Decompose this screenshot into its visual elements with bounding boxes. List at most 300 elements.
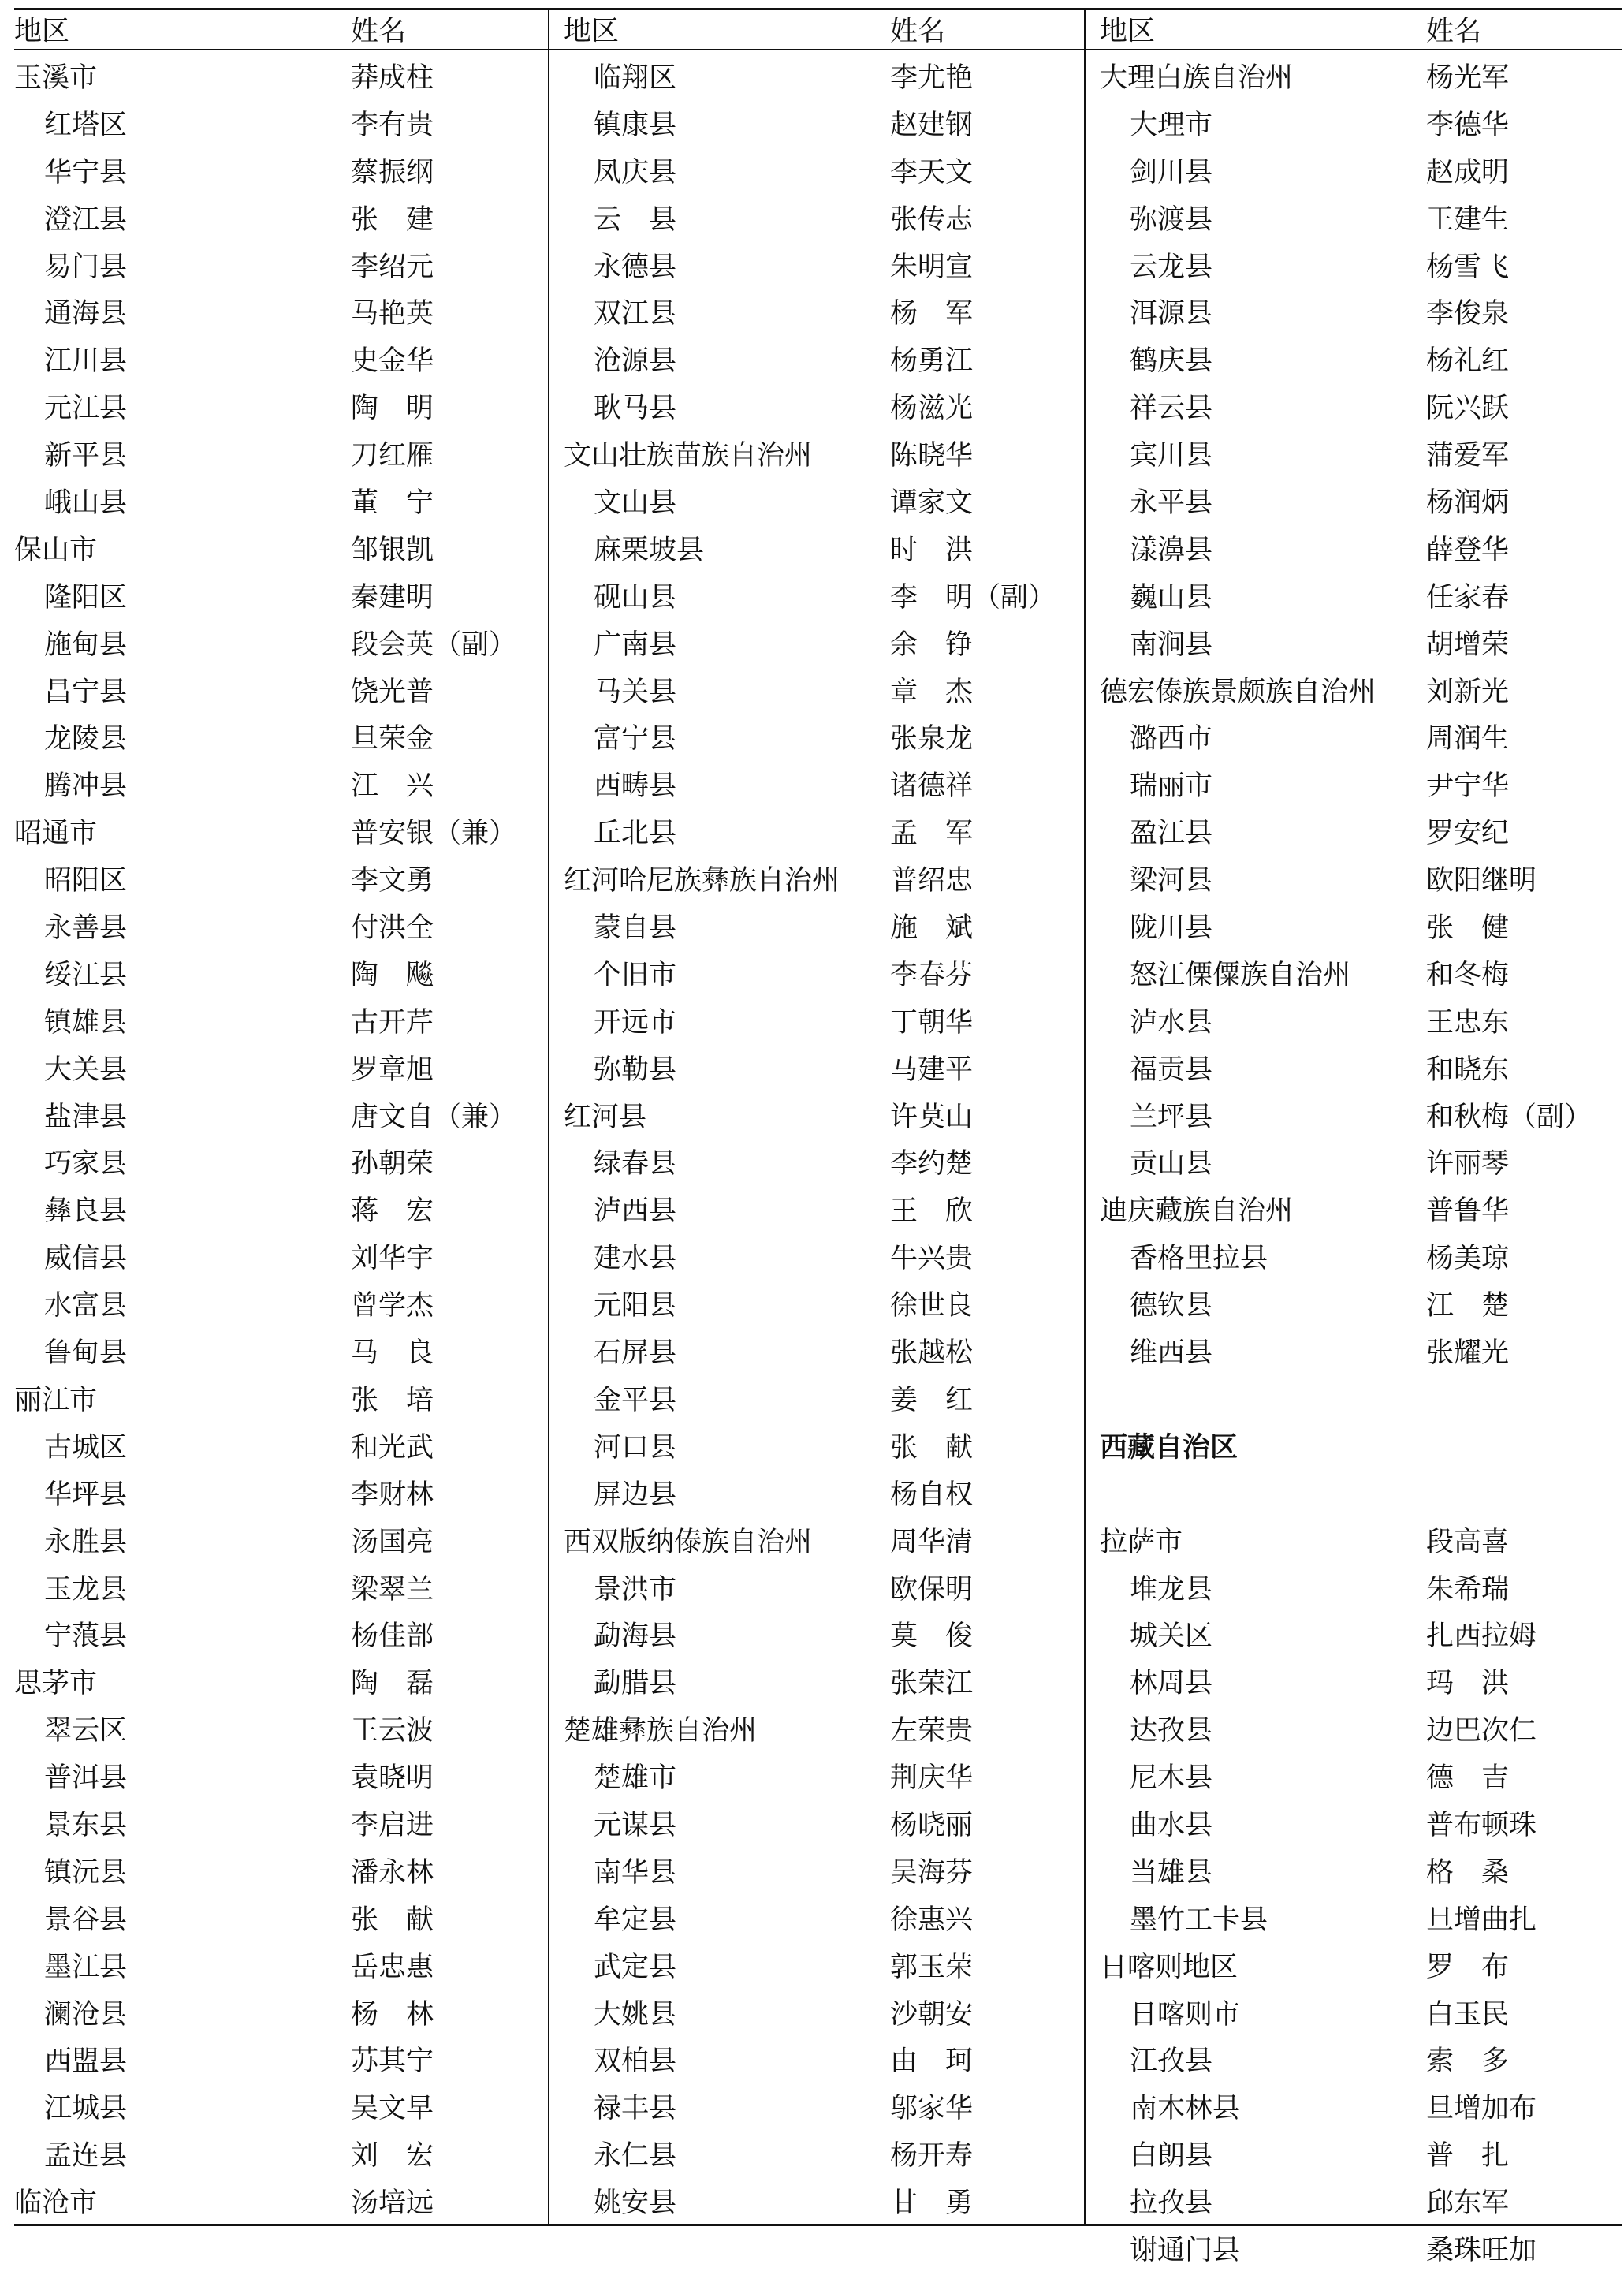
- region-cell: 玉龙县: [44, 1573, 128, 1606]
- name-cell: 李财林: [351, 1479, 434, 1511]
- region-cell: 镇康县: [594, 109, 677, 141]
- table-row: [1086, 1141, 1624, 1188]
- region-cell: 峨山县: [44, 487, 128, 520]
- region-cell: 谢通门县: [1130, 2234, 1241, 2266]
- name-cell: 许莫山: [890, 1101, 974, 1133]
- table-row: [14, 669, 548, 717]
- region-cell: 迪庆藏族自治州: [1100, 1195, 1294, 1228]
- region-cell: 昌宁县: [44, 676, 128, 708]
- region-cell: 日喀则市: [1130, 1998, 1241, 2031]
- name-cell: 付洪全: [351, 912, 434, 945]
- table-row: [1086, 953, 1624, 1000]
- region-cell: 威信县: [44, 1243, 128, 1275]
- name-cell: 陶 飚: [351, 959, 434, 991]
- name-cell: 饶光普: [351, 676, 434, 708]
- table-row: [14, 1236, 548, 1283]
- region-cell: 丘北县: [594, 818, 677, 850]
- table-row: [14, 1567, 548, 1614]
- table-row: [14, 1661, 548, 1708]
- region-cell: 富宁县: [594, 723, 677, 755]
- name-cell: 莽成柱: [351, 62, 434, 94]
- region-cell: 耿马县: [594, 393, 677, 425]
- region-cell: 弥勒县: [594, 1054, 677, 1086]
- table-row: [14, 1992, 548, 2039]
- table-row: [14, 528, 548, 575]
- name-cell: 邹银凯: [351, 534, 434, 566]
- region-cell: 元阳县: [594, 1290, 677, 1322]
- name-cell: 王 欣: [890, 1195, 974, 1228]
- name-cell: 普 扎: [1426, 2140, 1510, 2172]
- name-cell: 杨勇江: [890, 345, 974, 378]
- table-row: [549, 575, 1086, 622]
- region-cell: 镇雄县: [44, 1006, 128, 1039]
- header-name: 姓名: [351, 16, 407, 47]
- table-row: [14, 2086, 548, 2133]
- table-row: [14, 1708, 548, 1755]
- header-region: 地区: [564, 16, 620, 47]
- region-cell: 江川县: [44, 345, 128, 378]
- table-row: [14, 1000, 548, 1047]
- table-row: [1086, 433, 1624, 480]
- region-cell: 昭阳区: [44, 865, 128, 897]
- name-cell: 刘华宇: [351, 1243, 434, 1275]
- table-row: [1086, 1095, 1624, 1142]
- spacer-row: [1086, 1472, 1624, 1520]
- name-cell: 荆庆华: [890, 1762, 974, 1795]
- table-row: [549, 528, 1086, 575]
- region-cell: 澜沧县: [44, 1998, 128, 2031]
- spacer-row: [1086, 1378, 1624, 1425]
- name-cell: 张 建: [351, 203, 434, 236]
- name-cell: 苏其宁: [351, 2046, 434, 2078]
- region-cell: 华宁县: [44, 156, 128, 188]
- name-cell: 曾学杰: [351, 1290, 434, 1322]
- region-cell: 西双版纳傣族自治州: [564, 1526, 813, 1558]
- name-table: [14, 8, 1622, 2266]
- table-row: [1086, 528, 1624, 575]
- row-list: [14, 55, 548, 2228]
- name-cell: 郭玉荣: [890, 1951, 974, 1983]
- name-cell: 左荣贵: [890, 1715, 974, 1747]
- region-cell: 永德县: [594, 251, 677, 283]
- region-cell: 城关区: [1130, 1620, 1213, 1653]
- table-row: [549, 1945, 1086, 1992]
- name-cell: 索 多: [1426, 2046, 1510, 2078]
- region-cell: 通海县: [44, 298, 128, 330]
- table-row: [549, 1520, 1086, 1567]
- region-cell: 当雄县: [1130, 1856, 1213, 1889]
- name-cell: 旦增加布: [1426, 2093, 1537, 2125]
- table-row: [549, 480, 1086, 528]
- table-row: [1086, 1567, 1624, 1614]
- region-cell: 古城区: [44, 1431, 128, 1464]
- table-row: [549, 197, 1086, 244]
- name-cell: 王云波: [351, 1715, 434, 1747]
- name-cell: 李文勇: [351, 865, 434, 897]
- name-cell: 欧阳继明: [1426, 865, 1537, 897]
- name-cell: 江 楚: [1426, 1290, 1510, 1322]
- header-region: 地区: [14, 16, 70, 47]
- table-row: [549, 1047, 1086, 1095]
- region-cell: 河口县: [594, 1431, 677, 1464]
- name-cell: 和秋梅（副）: [1426, 1101, 1592, 1133]
- table-row: [14, 338, 548, 386]
- name-cell: 杨 林: [351, 1998, 434, 2031]
- region-cell: 昭通市: [14, 818, 98, 850]
- table-row: [1086, 150, 1624, 197]
- name-cell: 尹宁华: [1426, 770, 1510, 803]
- name-cell: 刀红雁: [351, 440, 434, 472]
- table-row: [549, 433, 1086, 480]
- name-cell: 杨雪飞: [1426, 251, 1510, 283]
- region-cell: 蒙自县: [594, 912, 677, 945]
- region-cell: 云龙县: [1130, 251, 1213, 283]
- region-cell: 腾冲县: [44, 770, 128, 803]
- region-cell: 双江县: [594, 298, 677, 330]
- name-cell: 赵建钢: [890, 109, 974, 141]
- name-cell: 普绍忠: [890, 865, 974, 897]
- name-cell: 余 铮: [890, 628, 974, 661]
- table-row: [14, 1425, 548, 1472]
- region-cell: 泸西县: [594, 1195, 677, 1228]
- name-cell: 旦荣金: [351, 723, 434, 755]
- region-cell: 孟连县: [44, 2140, 128, 2172]
- table-row: [549, 1188, 1086, 1236]
- table-row: [14, 291, 548, 338]
- region-cell: 大关县: [44, 1054, 128, 1086]
- name-cell: 杨滋光: [890, 393, 974, 425]
- name-cell: 杨佳部: [351, 1620, 434, 1653]
- name-cell: 李春芬: [890, 959, 974, 991]
- table-row: [14, 386, 548, 433]
- table-row: [1086, 2228, 1624, 2275]
- region-cell: 洱源县: [1130, 298, 1213, 330]
- table-row: [14, 905, 548, 953]
- table-row: [1086, 905, 1624, 953]
- region-cell: 文山县: [594, 487, 677, 520]
- name-cell: 段高喜: [1426, 1526, 1510, 1558]
- region-cell: 南华县: [594, 1856, 677, 1889]
- region-cell: 普洱县: [44, 1762, 128, 1795]
- name-cell: 朱明宣: [890, 251, 974, 283]
- region-cell: 楚雄彝族自治州: [564, 1715, 758, 1747]
- table-row: [14, 622, 548, 669]
- name-cell: 董 宁: [351, 487, 434, 520]
- table-column-1: [14, 8, 548, 2224]
- table-row: [1086, 763, 1624, 811]
- name-cell: 潘永林: [351, 1856, 434, 1889]
- table-row: [14, 2038, 548, 2086]
- region-cell: 施甸县: [44, 628, 128, 661]
- name-cell: 张 献: [890, 1431, 974, 1464]
- region-cell: 凤庆县: [594, 156, 677, 188]
- region-cell: 双柏县: [594, 2046, 677, 2078]
- table-row: [14, 480, 548, 528]
- region-cell: 姚安县: [594, 2187, 677, 2220]
- name-cell: 刘 宏: [351, 2140, 434, 2172]
- region-cell: 砚山县: [594, 581, 677, 614]
- table-row: [549, 338, 1086, 386]
- name-cell: 段会英（副）: [351, 628, 517, 661]
- header-region: 地区: [1100, 16, 1156, 47]
- table-row: [549, 1000, 1086, 1047]
- name-cell: 李尤艳: [890, 62, 974, 94]
- name-cell: 蒲爱军: [1426, 440, 1510, 472]
- name-cell: 格 桑: [1426, 1856, 1510, 1889]
- table-row: [549, 905, 1086, 953]
- table-row: [14, 1047, 548, 1095]
- name-cell: 李有贵: [351, 109, 434, 141]
- name-cell: 袁晓明: [351, 1762, 434, 1795]
- table-row: [549, 1425, 1086, 1472]
- region-cell: 元江县: [44, 393, 128, 425]
- region-cell: 拉孜县: [1130, 2187, 1213, 2220]
- name-cell: 邱东军: [1426, 2187, 1510, 2220]
- name-cell: 梁翠兰: [351, 1573, 434, 1606]
- table-row: [14, 811, 548, 858]
- table-row: [549, 2180, 1086, 2228]
- name-cell: 李启进: [351, 1809, 434, 1841]
- table-row: [549, 386, 1086, 433]
- header-name: 姓名: [890, 16, 946, 47]
- name-cell: 杨光军: [1426, 62, 1510, 94]
- table-row: [1086, 291, 1624, 338]
- region-cell: 尼木县: [1130, 1762, 1213, 1795]
- region-cell: 巧家县: [44, 1148, 128, 1180]
- name-cell: 李 明（副）: [890, 581, 1056, 614]
- region-cell: 拉萨市: [1100, 1526, 1183, 1558]
- region-cell: 保山市: [14, 534, 98, 566]
- table-row: [1086, 716, 1624, 763]
- region-cell: 广南县: [594, 628, 677, 661]
- table-row: [14, 1850, 548, 1897]
- name-cell: 旦增曲扎: [1426, 1904, 1537, 1936]
- table-row: [549, 244, 1086, 292]
- table-row: [14, 1378, 548, 1425]
- region-cell: 石屏县: [594, 1337, 677, 1370]
- name-cell: 杨开寿: [890, 2140, 974, 2172]
- name-cell: 谭家文: [890, 487, 974, 520]
- name-cell: 桑珠旺加: [1426, 2234, 1537, 2266]
- table-row: [549, 858, 1086, 905]
- region-cell: 麻栗坡县: [594, 534, 705, 566]
- region-cell: 梁河县: [1130, 865, 1213, 897]
- table-row: [14, 858, 548, 905]
- region-cell: 元谋县: [594, 1809, 677, 1841]
- table-row: [549, 1095, 1086, 1142]
- name-cell: 赵成明: [1426, 156, 1510, 188]
- region-cell: 大理白族自治州: [1100, 62, 1294, 94]
- name-cell: 甘 勇: [890, 2187, 974, 2220]
- name-cell: 张 健: [1426, 912, 1510, 945]
- table-row: [1086, 622, 1624, 669]
- table-row: [1086, 103, 1624, 150]
- name-cell: 张耀光: [1426, 1337, 1510, 1370]
- table-row: [549, 669, 1086, 717]
- region-cell: 镇沅县: [44, 1856, 128, 1889]
- region-cell: 堆龙县: [1130, 1573, 1213, 1606]
- name-cell: 杨礼红: [1426, 345, 1510, 378]
- name-cell: 姜 红: [890, 1384, 974, 1416]
- region-cell: 景谷县: [44, 1904, 128, 1936]
- table-row: [14, 1613, 548, 1661]
- region-cell: 巍山县: [1130, 581, 1213, 614]
- region-cell: 水富县: [44, 1290, 128, 1322]
- name-cell: 德 吉: [1426, 1762, 1510, 1795]
- name-cell: 孙朝荣: [351, 1148, 434, 1180]
- table-row: [1086, 811, 1624, 858]
- name-cell: 邬家华: [890, 2093, 974, 2125]
- table-row: [1086, 1897, 1624, 1945]
- name-cell: 扎西拉姆: [1426, 1620, 1537, 1653]
- name-cell: 阮兴跃: [1426, 393, 1510, 425]
- region-cell: 景洪市: [594, 1573, 677, 1606]
- table-row: [14, 716, 548, 763]
- table-row: [549, 811, 1086, 858]
- region-cell: 漾濞县: [1130, 534, 1213, 566]
- name-cell: 徐世良: [890, 1290, 974, 1322]
- table-column-2: [548, 8, 1086, 2224]
- region-cell: 林周县: [1130, 1668, 1213, 1700]
- region-cell: 文山壮族苗族自治州: [564, 440, 813, 472]
- region-cell: 盈江县: [1130, 818, 1213, 850]
- table-row: [1086, 2086, 1624, 2133]
- table-row: [549, 763, 1086, 811]
- region-cell: 德钦县: [1130, 1290, 1213, 1322]
- name-cell: 普安银（兼）: [351, 818, 517, 850]
- row-list: [1086, 55, 1624, 2275]
- table-row: [14, 1755, 548, 1803]
- name-cell: 刘新光: [1426, 676, 1510, 708]
- name-cell: 薛登华: [1426, 534, 1510, 566]
- table-row: [549, 1378, 1086, 1425]
- name-cell: 朱希瑞: [1426, 1573, 1510, 1606]
- region-cell: 宁蒗县: [44, 1620, 128, 1653]
- region-cell: 南木林县: [1130, 2093, 1241, 2125]
- table-row: [14, 575, 548, 622]
- name-cell: 岳忠惠: [351, 1951, 434, 1983]
- region-cell: 金平县: [594, 1384, 677, 1416]
- table-row: [14, 1945, 548, 1992]
- region-cell: 大理市: [1130, 109, 1213, 141]
- table-row: [14, 150, 548, 197]
- table-row: [1086, 1236, 1624, 1283]
- name-cell: 和光武: [351, 1431, 434, 1464]
- name-cell: 杨 军: [890, 298, 974, 330]
- region-cell: 贡山县: [1130, 1148, 1213, 1180]
- name-cell: 唐文自（兼）: [351, 1101, 517, 1133]
- table-row: [549, 1236, 1086, 1283]
- table-row: [1086, 1755, 1624, 1803]
- name-cell: 莫 俊: [890, 1620, 974, 1653]
- name-cell: 张荣江: [890, 1668, 974, 1700]
- region-cell: 德宏傣族景颇族自治州: [1100, 676, 1376, 708]
- table-row: [549, 1850, 1086, 1897]
- name-cell: 张 培: [351, 1384, 434, 1416]
- region-cell: 红河县: [564, 1101, 647, 1133]
- region-cell: 华坪县: [44, 1479, 128, 1511]
- table-row: [549, 1567, 1086, 1614]
- name-cell: 张传志: [890, 203, 974, 236]
- name-cell: 杨自权: [890, 1479, 974, 1511]
- table-row: [1086, 1330, 1624, 1378]
- table-row: [549, 1755, 1086, 1803]
- table-row: [1086, 1520, 1624, 1567]
- table-row: [549, 953, 1086, 1000]
- name-cell: 秦建明: [351, 581, 434, 614]
- region-cell: 绿春县: [594, 1148, 677, 1180]
- table-row: [14, 1897, 548, 1945]
- table-row: [14, 2133, 548, 2180]
- table-row: [1086, 338, 1624, 386]
- region-cell: 勐腊县: [594, 1668, 677, 1700]
- name-cell: 马艳英: [351, 298, 434, 330]
- region-cell: 临沧市: [14, 2187, 98, 2220]
- table-row: [549, 1992, 1086, 2039]
- name-cell: 丁朝华: [890, 1006, 974, 1039]
- region-cell: 大姚县: [594, 1998, 677, 2031]
- name-cell: 李德华: [1426, 109, 1510, 141]
- region-cell: 个旧市: [594, 959, 677, 991]
- region-cell: 勐海县: [594, 1620, 677, 1653]
- name-cell: 章 杰: [890, 676, 974, 708]
- table-row: [549, 622, 1086, 669]
- region-cell: 白朗县: [1130, 2140, 1213, 2172]
- table-row: [1086, 1708, 1624, 1755]
- region-cell: 墨江县: [44, 1951, 128, 1983]
- table-row: [1086, 1661, 1624, 1708]
- region-cell: 龙陵县: [44, 723, 128, 755]
- table-row: [14, 244, 548, 292]
- table-row: [14, 197, 548, 244]
- table-row: [1086, 858, 1624, 905]
- table-column-3: [1084, 8, 1624, 2266]
- region-cell: 日喀则地区: [1100, 1951, 1238, 1983]
- name-cell: 蔡振纲: [351, 156, 434, 188]
- table-row: [549, 716, 1086, 763]
- table-row: [1086, 244, 1624, 292]
- table-row: [1086, 197, 1624, 244]
- name-cell: 马 良: [351, 1337, 434, 1370]
- table-row: [1086, 1283, 1624, 1330]
- region-cell: 永胜县: [44, 1526, 128, 1558]
- name-cell: 吴文早: [351, 2093, 434, 2125]
- region-cell: 武定县: [594, 1951, 677, 1983]
- table-row: [1086, 55, 1624, 103]
- name-cell: 沙朝安: [890, 1998, 974, 2031]
- name-cell: 周华清: [890, 1526, 974, 1558]
- table-row: [14, 953, 548, 1000]
- name-cell: 边巴次仁: [1426, 1715, 1537, 1747]
- region-cell: 牟定县: [594, 1904, 677, 1936]
- region-cell: 江城县: [44, 2093, 128, 2125]
- name-cell: 杨美琼: [1426, 1243, 1510, 1275]
- section-heading: 西藏自治区: [1100, 1430, 1238, 1464]
- table-row: [549, 1283, 1086, 1330]
- region-cell: 永仁县: [594, 2140, 677, 2172]
- name-cell: 王建生: [1426, 203, 1510, 236]
- name-cell: 周润生: [1426, 723, 1510, 755]
- header-name: 姓名: [1426, 16, 1482, 47]
- name-cell: 江 兴: [351, 770, 434, 803]
- section-heading-row: [1086, 1425, 1624, 1472]
- region-cell: 云 县: [594, 203, 677, 236]
- name-cell: 胡增荣: [1426, 628, 1510, 661]
- region-cell: 鹤庆县: [1130, 345, 1213, 378]
- name-cell: 汤培远: [351, 2187, 434, 2220]
- region-cell: 易门县: [44, 251, 128, 283]
- table-row: [14, 1141, 548, 1188]
